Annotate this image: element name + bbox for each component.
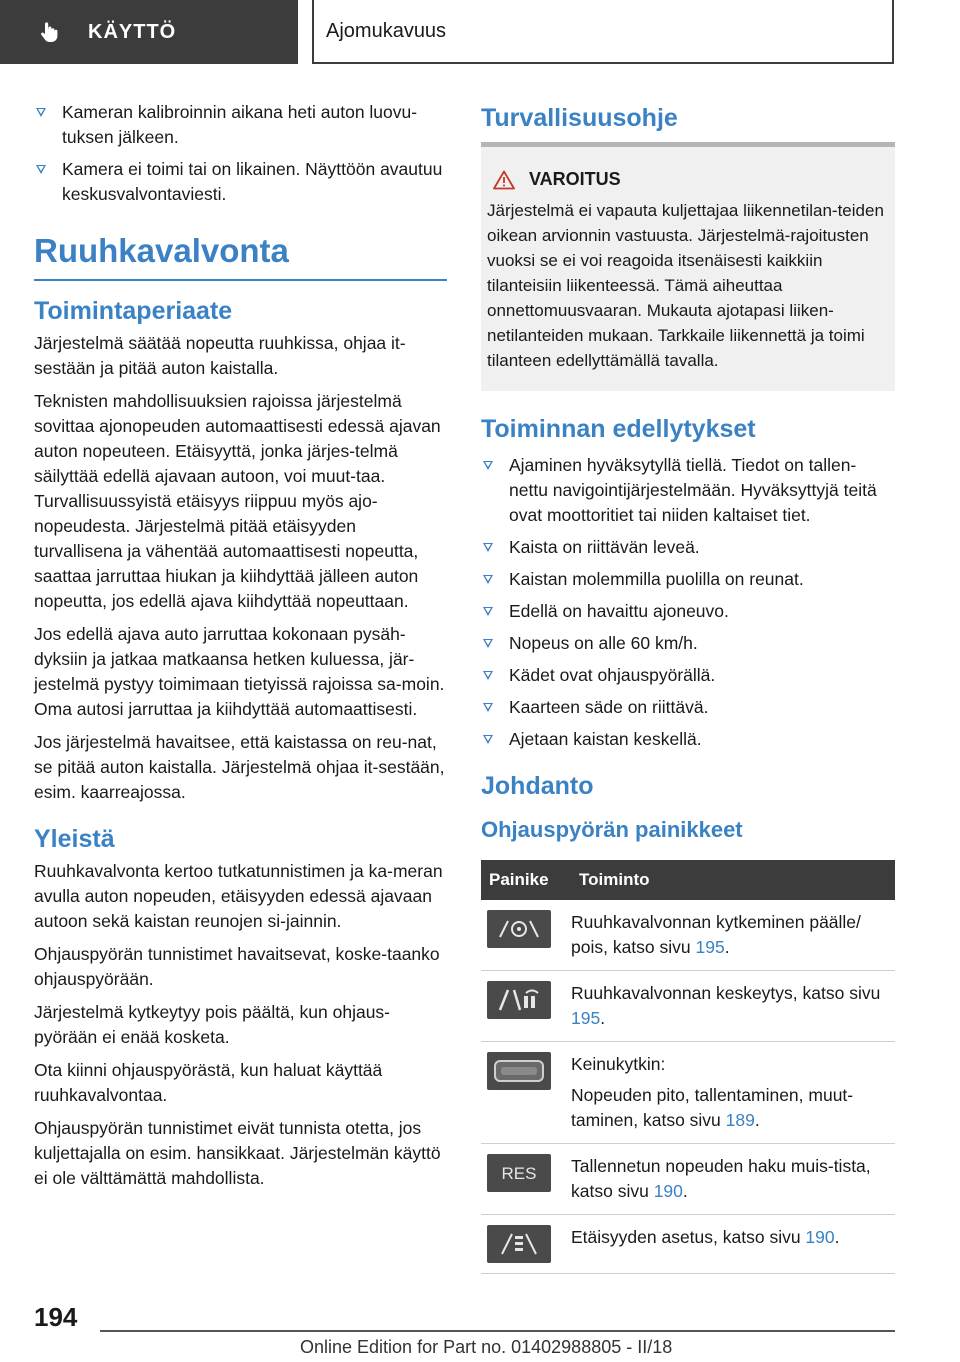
chapter-tab <box>312 0 894 64</box>
heading-ohjauspyoran-painikkeet: Ohjauspyörän painikkeet <box>481 817 743 842</box>
page-link[interactable]: 195 <box>571 1008 601 1028</box>
triangle-bullet-icon <box>483 639 493 648</box>
heading-toiminnan-edellytykset: Toiminnan edellytykset <box>481 415 756 443</box>
paragraph: Ruuhkavalvonta kertoo tutkatunnistimen ja ka-meran avulla auton nopeuden, etäisyyden edessä ajavaan autoon sekä kaistan reunojen si-jainnin. <box>34 861 443 931</box>
paragraph: Järjestelmä säätää nopeutta ruuhkissa, ohjaa it-sestään ja pitää auton kaistalla. <box>34 333 406 378</box>
triangle-bullet-icon <box>483 671 493 680</box>
rocker-switch-icon <box>487 1052 551 1090</box>
list-item: Kamera ei toimi tai on likainen. Näyttöön avautuu keskusvalvontaviesti. <box>34 157 447 207</box>
chapter-label: Ajomukavuus <box>326 19 447 42</box>
paragraph: Ota kiinni ohjauspyörästä, kun haluat käyttää ruuhkavalvontaa. <box>34 1060 383 1105</box>
heading-toimintaperiaate: Toimintaperiaate <box>34 297 233 325</box>
triangle-bullet-icon <box>483 543 493 552</box>
paragraph: Jos järjestelmä havaitsee, että kaistassa on reu-nat, se pitää auton kaistalla. Järjestelmä ohjaa it-sestään, esim. kaarreajossa. <box>34 732 445 802</box>
page-link[interactable]: 189 <box>725 1110 755 1130</box>
heading-johdanto: Johdanto <box>481 772 594 800</box>
triangle-bullet-icon <box>483 607 493 616</box>
paragraph: Järjestelmä kytkeytyy pois päältä, kun ohjaus-pyörään ei enää kosketa. <box>34 1002 390 1047</box>
warning-box <box>481 147 895 391</box>
table-row: Etäisyyden asetus, katso sivu 190. <box>481 1215 895 1274</box>
table-row: RES Tallennetun nopeuden haku muis-tista, katso sivu 190. <box>481 1144 895 1215</box>
list-item: Edellä on havaittu ajoneuvo. <box>481 599 895 624</box>
list-item: Nopeus on alle 60 km/h. <box>481 631 895 656</box>
section-label: KÄYTTÖ <box>88 20 177 43</box>
left-column <box>34 100 447 1199</box>
list-item: Kameran kalibroinnin aikana heti auton luovu-tuksen jälkeen. <box>34 100 447 150</box>
list-item: Kaistan molemmilla puolilla on reunat. <box>481 567 895 592</box>
footer-divider <box>100 1330 895 1332</box>
triangle-bullet-icon <box>483 461 493 470</box>
page-link[interactable]: 195 <box>695 937 725 957</box>
warning-triangle-icon <box>493 170 515 190</box>
heading-yleista: Yleistä <box>34 825 115 853</box>
right-column <box>481 100 895 1274</box>
distance-icon <box>487 1225 551 1263</box>
page-link[interactable]: 190 <box>805 1227 835 1247</box>
list-item: Kaista on riittävän leveä. <box>481 535 895 560</box>
hand-pointer-icon <box>38 20 62 44</box>
list-item: Kädet ovat ohjauspyörällä. <box>481 663 895 688</box>
paragraph: Teknisten mahdollisuuksien rajoissa järjestelmä sovittaa ajonopeuden automaattisesti edessä ajavan auton nopeuteen. Etäisyyttä, jonka järjes-telmä säilyttää edellä ajavaan autoon, voi muut-taa. Turvallisuussyistä etäisyys riippuu myös ajo-nopeudesta. Järjestelmä pitää etäisyyden turvallisena ja vähentää automaattisesti nopeutta, saattaa jarruttaa hiukan ja kiihdyttää jälleen auton nopeutta, jos edellä ajava kiihdyttää nopeuttaan. <box>34 391 441 611</box>
triangle-bullet-icon <box>483 703 493 712</box>
warning-text: Järjestelmä ei vapauta kuljettajaa liikennetilan-teiden oikean arvionnin vastuusta. Järjestelmä-rajoitusten vuoksi se ei voi reagoida itsenäisesti kaikkiin tilanteisiin liikenteessä. Tämä aiheuttaa onnettomuusvaaran. Mukauta ajotapasi liiken-netilanteiden mukaan. Tarkkaile liikennettä ja toimi tilanteen edellyttämällä tavalla. <box>487 201 884 370</box>
section-tab <box>0 0 298 64</box>
page-link[interactable]: 190 <box>653 1181 683 1201</box>
column-header-function: Toiminto <box>571 860 895 900</box>
triangle-bullet-icon <box>36 108 46 117</box>
page-number: 194 <box>34 1302 78 1332</box>
paragraph: Ohjauspyörän tunnistimet havaitsevat, koske-taanko ohjauspyörään. <box>34 944 440 989</box>
table-header-row <box>481 860 895 900</box>
paragraph: Jos edellä ajava auto jarruttaa kokonaan pysäh-dyksiin ja jatkaa matkaansa hetken kuluessa, jär-jestelmä pystyy toimimaan tietyissä rajoissa sa-moin. Oma autosi jarruttaa ja kiihdyttää automaattisesti. <box>34 624 445 719</box>
triangle-bullet-icon <box>483 575 493 584</box>
table-row: Ruuhkavalvonnan kytkeminen päälle/ pois, katso sivu 195. <box>481 900 895 971</box>
heading-turvallisuusohje: Turvallisuusohje <box>481 104 678 132</box>
steering-assist-icon <box>487 910 551 948</box>
list-item: Kaarteen säde on riittävä. <box>481 695 895 720</box>
warning-title: VAROITUS <box>493 169 887 190</box>
triangle-bullet-icon <box>483 735 493 744</box>
paragraph: Ohjauspyörän tunnistimet eivät tunnista otetta, jos kuljettajalla on esim. hansikkaat. Järjestelmän käyttö ei ole välttämättä mahdollista. <box>34 1118 441 1188</box>
table-row: Ruuhkavalvonnan keskeytys, katso sivu 195. <box>481 971 895 1042</box>
column-header-button: Painike <box>481 860 571 900</box>
buttons-table <box>481 860 895 1274</box>
title-divider <box>34 279 447 281</box>
list-item: Ajaminen hyväksytyllä tiellä. Tiedot on tallen-nettu navigointijärjestelmään. Hyväksyttyjä teitä ovat moottoritiet tai niiden kaltaiset tiet. <box>481 453 895 528</box>
table-row: Keinukytkin: Nopeuden pito, tallentaminen, muut-taminen, katso sivu 189. <box>481 1042 895 1144</box>
pause-assist-icon <box>487 981 551 1019</box>
footer-edition: Online Edition for Part no. 01402988805 - II/18 <box>300 1337 673 1357</box>
page-title: Ruuhkavalvonta <box>34 232 289 269</box>
res-button-icon: RES <box>487 1154 551 1192</box>
triangle-bullet-icon <box>36 165 46 174</box>
list-item: Ajetaan kaistan keskellä. <box>481 727 895 752</box>
